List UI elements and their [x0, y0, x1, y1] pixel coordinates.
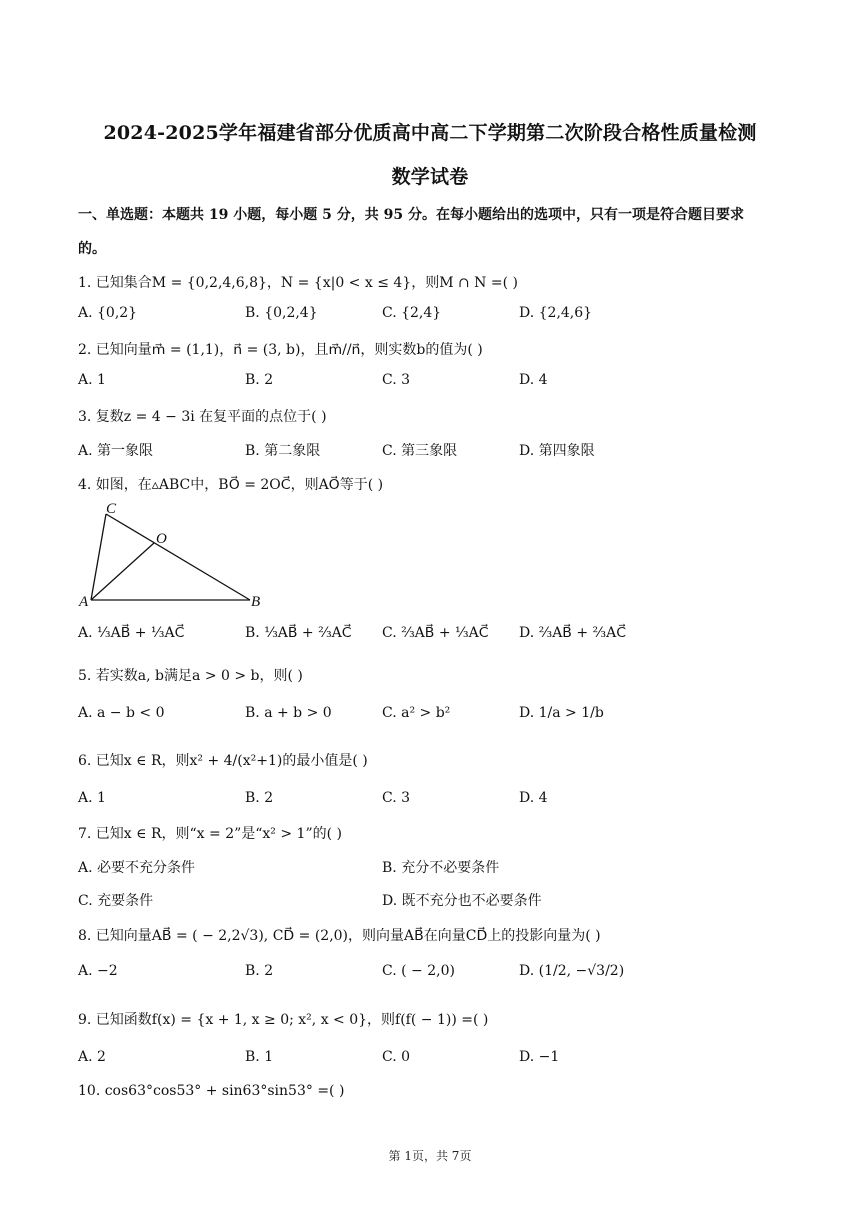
q9-option-b: B. 1 — [245, 1049, 274, 1065]
q2-option-c: C. 3 — [382, 372, 411, 388]
page-footer: 第 1页，共 7页 — [388, 1149, 472, 1163]
q6-option-d: D. 4 — [519, 790, 548, 806]
q2-option-b: B. 2 — [245, 372, 274, 388]
question-4-stem: 4. 如图，在▵ABC中，BO⃗ = 2OC⃗，则AO⃗等于( ) — [78, 477, 384, 493]
q8-option-c: C. ( − 2,0) — [382, 963, 455, 979]
q8-option-d: D. (1/2, −√3/2) — [519, 963, 625, 979]
question-7-stem: 7. 已知x ∈ R，则“x = 2”是“x² > 1”的( ) — [78, 826, 342, 842]
q7-option-d: D. 既不充分也不必要条件 — [382, 893, 542, 909]
q1-option-b: B. {0,2,4} — [245, 305, 318, 321]
vertex-label-a: A — [79, 594, 89, 610]
q7-option-c: C. 充要条件 — [78, 893, 154, 909]
q6-option-c: C. 3 — [382, 790, 411, 806]
q9-option-c: C. 0 — [382, 1049, 411, 1065]
vertex-label-b: B — [251, 594, 261, 610]
q3-option-c: C. 第三象限 — [382, 443, 458, 459]
q9-option-d: D. −1 — [519, 1049, 560, 1065]
question-9-stem: 9. 已知函数f(x) = {x + 1, x ≥ 0; x², x < 0}，则f(f( − 1)) =( ) — [78, 1012, 489, 1028]
q5-option-c: C. a² > b² — [382, 705, 451, 721]
point-label-o: O — [156, 531, 167, 547]
q3-option-d: D. 第四象限 — [519, 443, 595, 459]
question-3-stem: 3. 复数z = 4 − 3i 在复平面的点位于( ) — [78, 409, 327, 425]
side-cb — [106, 514, 250, 600]
q5-option-a: A. a − b < 0 — [78, 705, 165, 721]
q8-option-a: A. −2 — [78, 963, 118, 979]
q7-option-b: B. 充分不必要条件 — [382, 860, 500, 876]
question-10-stem: 10. cos63°cos53° + sin63°sin53° =( ) — [78, 1083, 345, 1099]
q1-option-c: C. {2,4} — [382, 305, 442, 321]
vertex-label-c: C — [106, 501, 117, 517]
q9-option-a: A. 2 — [78, 1049, 106, 1065]
q4-option-b: B. ⅓AB⃗ + ⅔AC⃗ — [245, 625, 352, 641]
q2-option-d: D. 4 — [519, 372, 548, 388]
question-6-stem: 6. 已知x ∈ R，则x² + 4/(x²+1)的最小值是( ) — [78, 753, 368, 769]
question-8-stem: 8. 已知向量AB⃗ = ( − 2,2√3), CD⃗ = (2,0)，则向量AB⃗在向量CD⃗上的投影向量为( ) — [78, 928, 601, 944]
q4-option-a: A. ⅓AB⃗ + ⅓AC⃗ — [78, 625, 185, 641]
q1-option-a: A. {0,2} — [78, 305, 138, 321]
q1-option-d: D. {2,4,6} — [519, 305, 593, 321]
q5-option-d: D. 1/a > 1/b — [519, 705, 604, 721]
q4-option-d: D. ⅔AB⃗ + ⅔AC⃗ — [519, 625, 626, 641]
q2-option-a: A. 1 — [78, 372, 106, 388]
document-subtitle: 数学试卷 — [391, 166, 469, 188]
question-5-stem: 5. 若实数a, b满足a > 0 > b，则( ) — [78, 668, 303, 684]
segment-ao — [91, 543, 154, 600]
question-1-stem: 1. 已知集合M = {0,2,4,6,8}，N = {x|0 < x ≤ 4}，则M ∩ N =( ) — [78, 275, 518, 291]
q3-option-a: A. 第一象限 — [78, 443, 154, 459]
q3-option-b: B. 第二象限 — [245, 443, 321, 459]
q4-option-c: C. ⅔AB⃗ + ⅓AC⃗ — [382, 625, 489, 641]
q5-option-b: B. a + b > 0 — [245, 705, 332, 721]
q6-option-a: A. 1 — [78, 790, 106, 806]
q8-option-b: B. 2 — [245, 963, 274, 979]
q7-option-a: A. 必要不充分条件 — [78, 860, 196, 876]
section-heading: 一、单选题：本题共 19 小题，每小题 5 分，共 95 分。在每小题给出的选项中，只有一项是符合题目要求 — [78, 207, 744, 223]
q6-option-b: B. 2 — [245, 790, 274, 806]
question-2-stem: 2. 已知向量m⃗ = (1,1)，n⃗ = (3, b)，且m⃗//n⃗，则实数b的值为( ) — [78, 342, 483, 358]
document-title: 2024-2025学年福建省部分优质高中高二下学期第二次阶段合格性质量检测 — [103, 122, 757, 144]
section-heading-cont: 的。 — [78, 241, 106, 257]
side-ca — [91, 514, 106, 600]
triangle-figure — [72, 496, 272, 614]
